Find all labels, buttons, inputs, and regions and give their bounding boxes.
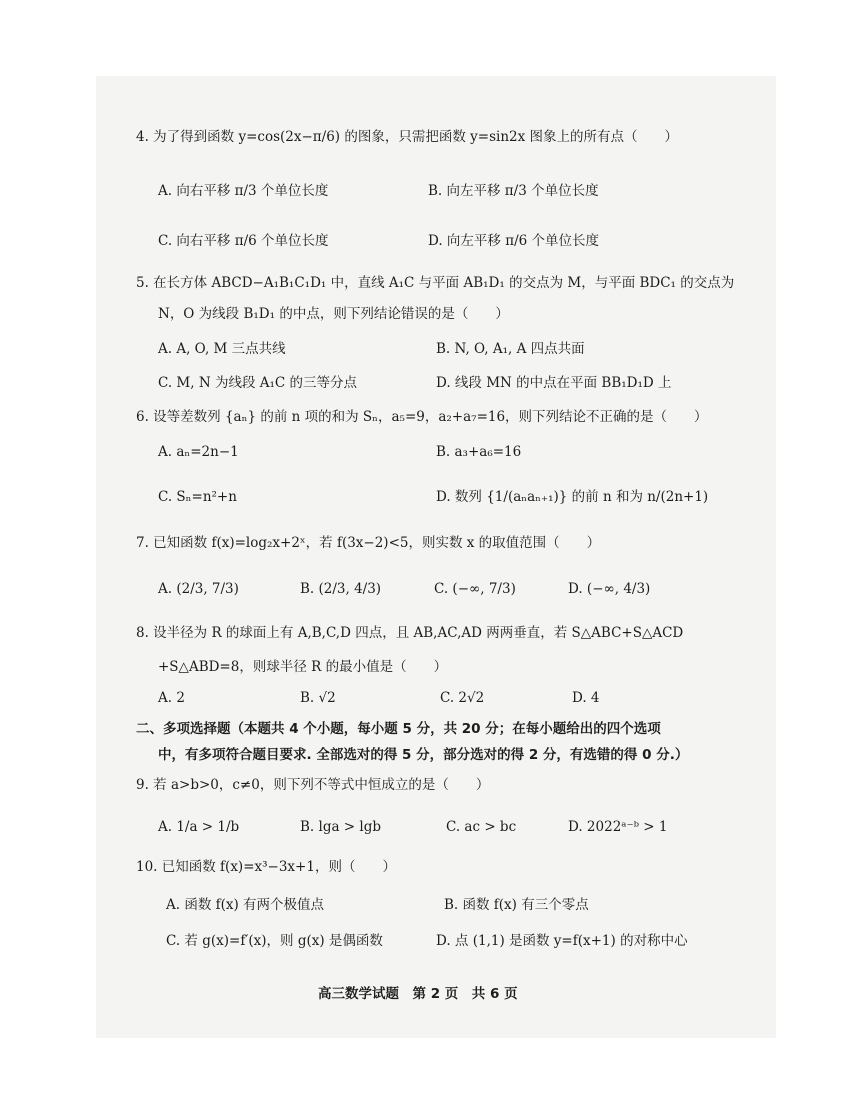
q7-option-a: A. (2/3, 7/3) [158, 581, 239, 597]
q10-option-a: A. 函数 f(x) 有两个极值点 [166, 897, 325, 913]
q8-stem-line1: 8. 设半径为 R 的球面上有 A,B,C,D 四点，且 AB,AC,AD 两两垂直，若 S△ABC+S△ACD [136, 625, 684, 641]
q7-option-d: D. (−∞, 4/3) [568, 581, 651, 597]
q9-stem: 9. 若 a>b>0，c≠0，则下列不等式中恒成立的是（ ） [136, 777, 490, 793]
q9-option-c: C. ac > bc [446, 819, 517, 835]
q5-option-c: C. M, N 为线段 A₁C 的三等分点 [158, 375, 358, 391]
q10-stem: 10. 已知函数 f(x)=x³−3x+1，则（ ） [136, 859, 396, 875]
q4-option-a: A. 向右平移 π/3 个单位长度 [158, 183, 329, 199]
q8-stem-line2: +S△ABD=8，则球半径 R 的最小值是（ ） [158, 659, 448, 675]
q4-option-c: C. 向右平移 π/6 个单位长度 [158, 233, 329, 249]
q5-stem-line1: 5. 在长方体 ABCD−A₁B₁C₁D₁ 中，直线 A₁C 与平面 AB₁D₁ 的交点为 M，与平面 BDC₁ 的交点为 [136, 275, 735, 291]
q5-option-b: B. N, O, A₁, A 四点共面 [436, 341, 585, 357]
q10-option-b: B. 函数 f(x) 有三个零点 [444, 897, 589, 913]
q7-option-b: B. (2/3, 4/3) [300, 581, 382, 597]
q9-option-a: A. 1/a > 1/b [158, 819, 240, 835]
q9-option-d: D. 2022ᵃ⁻ᵇ > 1 [568, 819, 668, 835]
q8-option-b: B. √2 [300, 690, 336, 706]
q6-option-c: C. Sₙ=n²+n [158, 489, 237, 505]
q10-option-d: D. 点 (1,1) 是函数 y=f(x+1) 的对称中心 [436, 933, 688, 949]
q6-option-a: A. aₙ=2n−1 [158, 444, 239, 460]
q6-stem: 6. 设等差数列 {aₙ} 的前 n 项的和为 Sₙ，a₅=9，a₂+a₇=16，则下列结论不正确的是（ ） [136, 409, 708, 425]
q10-option-c: C. 若 g(x)=f′(x)，则 g(x) 是偶函数 [166, 933, 383, 949]
exam-page [96, 76, 776, 1038]
q8-option-d: D. 4 [572, 690, 600, 706]
q7-option-c: C. (−∞, 7/3) [434, 581, 516, 597]
q4-option-b: B. 向左平移 π/3 个单位长度 [428, 183, 599, 199]
q5-option-a: A. A, O, M 三点共线 [158, 341, 286, 357]
q8-option-a: A. 2 [158, 690, 185, 706]
q7-stem: 7. 已知函数 f(x)=log₂x+2ˣ，若 f(3x−2)<5，则实数 x 的取值范围（ ） [136, 535, 601, 551]
q6-option-b: B. a₃+a₆=16 [436, 444, 522, 460]
q5-stem-line2: N，O 为线段 B₁D₁ 的中点，则下列结论错误的是（ ） [158, 306, 509, 322]
q6-option-d: D. 数列 {1/(aₙaₙ₊₁)} 的前 n 和为 n/(2n+1) [436, 489, 709, 505]
section2-heading-line1: 二、多项选择题（本题共 4 个小题，每小题 5 分，共 20 分；在每小题给出的四个选项 [136, 721, 661, 737]
q4-stem: 4. 为了得到函数 y=cos(2x−π/6) 的图象，只需把函数 y=sin2x 图象上的所有点（ ） [136, 129, 679, 145]
q9-option-b: B. lga > lgb [300, 819, 382, 835]
page-footer: 高三数学试题 第 2 页 共 6 页 [318, 986, 518, 1002]
q4-option-d: D. 向左平移 π/6 个单位长度 [428, 233, 600, 249]
q5-option-d: D. 线段 MN 的中点在平面 BB₁D₁D 上 [436, 375, 672, 391]
q8-option-c: C. 2√2 [440, 690, 485, 706]
section2-heading-line2: 中，有多项符合题目要求. 全部选对的得 5 分，部分选对的得 2 分，有选错的得 0 分.） [158, 747, 689, 763]
